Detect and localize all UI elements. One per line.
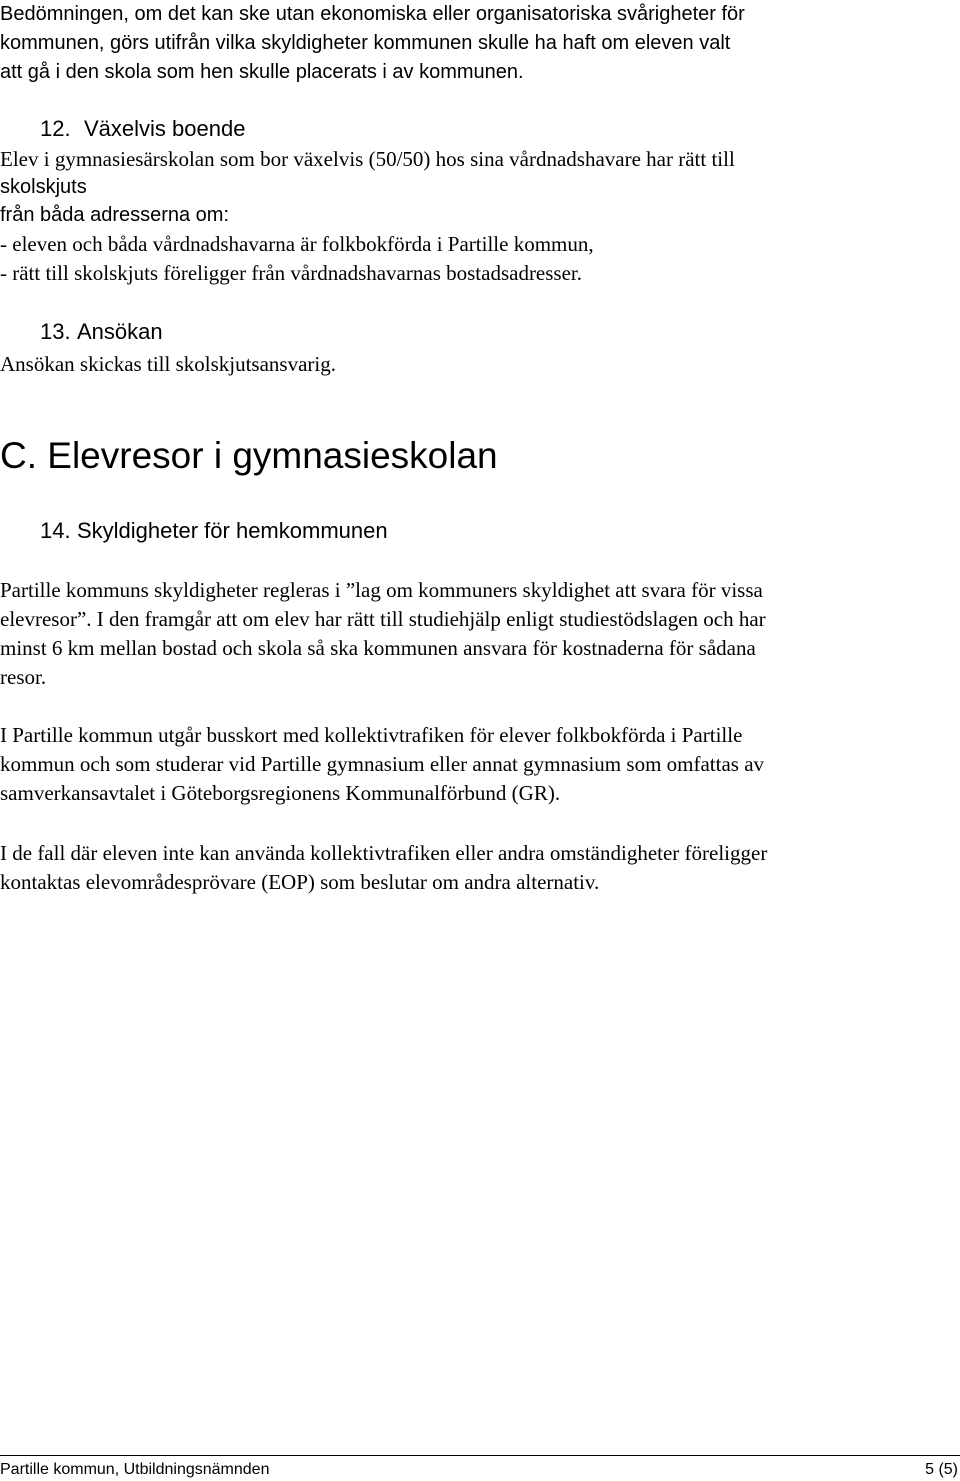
intro-line: Bedömningen, om det kan ske utan ekonomiska eller organisatoriska svårigheter för (0, 3, 745, 25)
paragraph-line: elevresor”. I den framgår att om elev har rätt till studiehjälp enligt studiestödslagen och har (0, 607, 766, 631)
section-12-number: 12. (40, 116, 71, 141)
section-13-body (0, 350, 950, 379)
section-12-line: - eleven och båda vårdnadshavarna är folkbokförda i Partille kommun, (0, 232, 594, 256)
footer-organization: Partille kommun, Utbildningsnämnden (0, 1461, 270, 1478)
paragraph-line: samverkansavtalet i Göteborgsregionens Kommunalförbund (GR). (0, 781, 561, 805)
paragraph-line: minst 6 km mellan bostad och skola så ska kommunen ansvara för kostnaderna för sådana (0, 636, 756, 660)
section-12-body (0, 145, 950, 288)
section-13-title: Ansökan (77, 319, 163, 344)
paragraph-line: kommun och som studerar vid Partille gymnasium eller annat gymnasium som omfattas av (0, 752, 765, 776)
paragraph-line: kontaktas elevområdesprövare (EOP) som beslutar om andra alternativ. (0, 870, 600, 894)
section-12-line: Elev i gymnasiesärskolan som bor växelvis (50/50) hos sina vårdnadshavare har rätt till (0, 147, 735, 171)
section-12-title: Växelvis boende (84, 116, 246, 141)
section-14-paragraph-3 (0, 839, 950, 897)
section-12-line: från båda adresserna om: (0, 204, 230, 226)
footer-page-number: 5 (5) (925, 1461, 958, 1478)
intro-line: att gå i den skola som hen skulle placerats i av kommunen. (0, 61, 524, 83)
section-13-number: 13. (40, 319, 71, 344)
section-12-line: - rätt till skolskjuts föreligger från vårdnadshavarnas bostadsadresser. (0, 261, 583, 285)
intro-line: kommunen, görs utifrån vilka skyldigheter kommunen skulle ha haft om eleven valt (0, 32, 731, 54)
paragraph-line: resor. (0, 665, 47, 689)
section-12-line: skolskjuts (0, 176, 87, 198)
section-c-title: C. Elevresor i gymnasieskolan (0, 435, 498, 476)
footer-divider (0, 1455, 960, 1456)
paragraph-line: I de fall där eleven inte kan använda kollektivtrafiken eller andra omständigheter föreligger (0, 841, 768, 865)
paragraph-line: Partille kommuns skyldigheter regleras i ”lag om kommuners skyldighet att svara för vissa (0, 578, 763, 602)
section-13-line: Ansökan skickas till skolskjutsansvarig. (0, 352, 336, 376)
section-14-paragraph-2 (0, 721, 950, 808)
section-14-number: 14. (40, 518, 71, 543)
section-14-paragraph-1 (0, 576, 950, 692)
section-14-title: Skyldigheter för hemkommunen (77, 518, 388, 543)
paragraph-line: I Partille kommun utgår busskort med kollektivtrafiken för elever folkbokförda i Partille (0, 723, 743, 747)
intro-paragraph (0, 0, 950, 87)
